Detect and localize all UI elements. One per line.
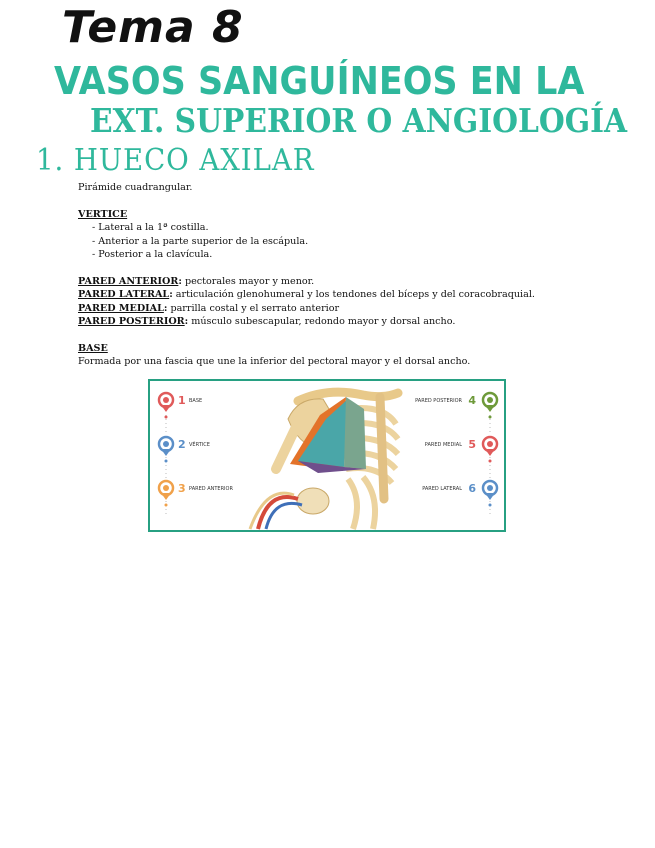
pin-icon bbox=[159, 437, 173, 456]
pin-label-pared-medial: PARED MEDIAL bbox=[424, 442, 462, 448]
pin-label-base: BASE bbox=[189, 398, 203, 404]
wall-posterior: PARED POSTERIOR: músculo subescapular, redondo mayor y dorsal ancho. bbox=[78, 316, 456, 328]
list-item: - Lateral a la 1ª costilla. bbox=[92, 221, 578, 234]
pin-icon bbox=[159, 379, 173, 412]
pin-label-pared-posterior: PARED POSTERIOR bbox=[415, 398, 462, 404]
list-item: - Anterior a la parte superior de la escápula. bbox=[92, 235, 578, 248]
pin-number-6: 6 bbox=[468, 482, 476, 495]
base-heading: BASE bbox=[78, 342, 108, 354]
axilla-figure bbox=[148, 379, 506, 532]
wall-medial: PARED MEDIAL: parrilla costal y el serrato anterior bbox=[78, 302, 340, 314]
pin-icon bbox=[159, 481, 173, 500]
pin-icon bbox=[483, 393, 497, 412]
main-title-line2: EXT. SUPERIOR O ANGIOLOGÍA bbox=[90, 101, 628, 140]
intro-text: Pirámide cuadrangular. bbox=[78, 182, 193, 193]
pin-icon bbox=[483, 437, 497, 456]
pin-number-1: 1 bbox=[178, 394, 186, 407]
main-title-line1: VASOS SANGUÍNEOS EN LA bbox=[54, 59, 585, 103]
tema-title: Tema 8 bbox=[62, 2, 244, 53]
base-text: Formada por una fascia que une la inferior del pectoral mayor y el dorsal ancho. bbox=[78, 356, 471, 368]
section-heading: 1. HUECO AXILAR bbox=[36, 143, 315, 178]
wall-anterior: PARED ANTERIOR: pectorales mayor y menor. bbox=[78, 275, 315, 287]
wall-lateral: PARED LATERAL: articulación glenohumeral y los tendones del bíceps y del coracobraquial. bbox=[78, 289, 535, 301]
pin-number-5: 5 bbox=[468, 438, 476, 451]
pin-number-4: 4 bbox=[468, 394, 476, 407]
vertice-list bbox=[78, 221, 578, 261]
list-item: - Posterior a la clavícula. bbox=[92, 248, 578, 261]
pin-number-3: 3 bbox=[178, 482, 186, 495]
pin-number-2: 2 bbox=[178, 438, 186, 451]
vertice-heading: VERTICE bbox=[78, 208, 128, 220]
pin-icon bbox=[483, 481, 497, 500]
pin-label-vertice: VÉRTICE bbox=[189, 442, 210, 448]
pin-label-pared-lateral: PARED LATERAL bbox=[422, 486, 462, 492]
body-text bbox=[78, 181, 578, 369]
pin-label-pared-anterior: PARED ANTERIOR bbox=[189, 486, 233, 492]
